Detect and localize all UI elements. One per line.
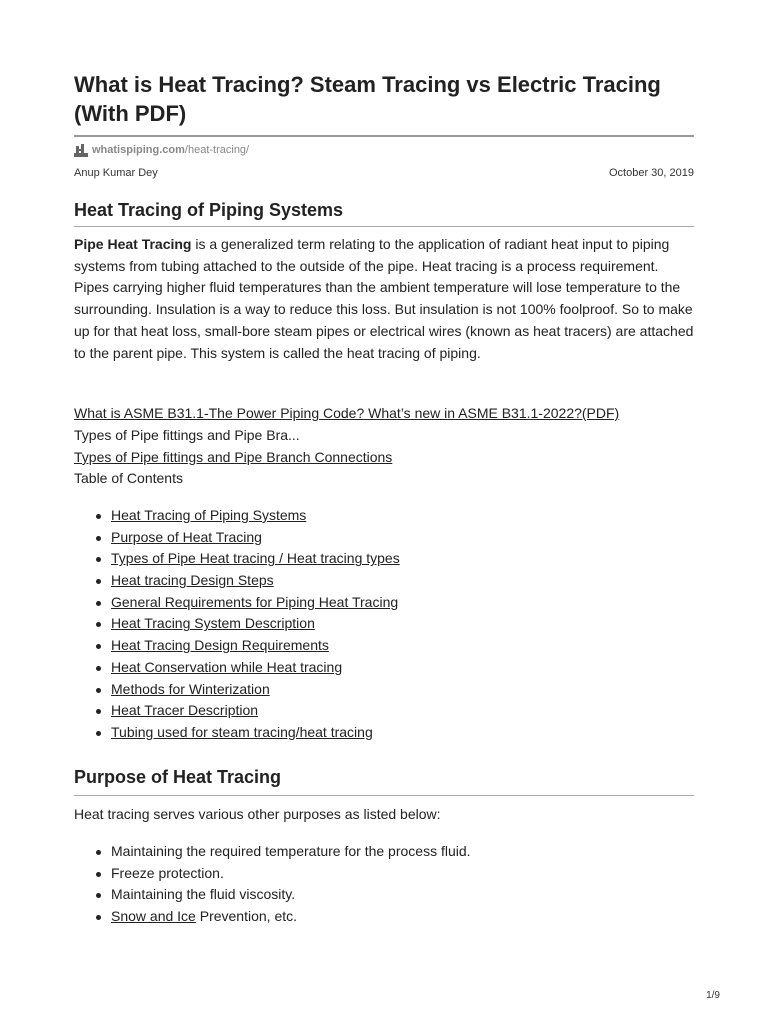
section-divider — [74, 795, 694, 796]
toc-item[interactable] — [111, 548, 400, 570]
site-logo-icon — [74, 144, 88, 157]
byline — [74, 165, 694, 181]
related-link-fittings[interactable]: Types of Pipe fittings and Pipe Branch Connections — [74, 449, 393, 465]
publish-date: October 30, 2019 — [608, 167, 694, 179]
section-heading-heat-tracing: Heat Tracing of Piping Systems — [74, 200, 344, 220]
table-of-contents — [111, 505, 400, 744]
list-item-text: Maintaining the required temperature for the process fluid. — [111, 843, 471, 859]
toc-item[interactable] — [111, 613, 400, 635]
title-divider — [74, 135, 694, 137]
list-item — [111, 884, 471, 906]
toc-link[interactable]: Heat Conservation while Heat tracing — [111, 658, 343, 675]
purpose-list — [111, 841, 471, 928]
toc-link[interactable]: Purpose of Heat Tracing — [111, 528, 262, 545]
author: Anup Kumar Dey — [74, 167, 158, 179]
toc-link[interactable]: Methods for Winterization — [111, 680, 270, 697]
section-heading-purpose: Purpose of Heat Tracing — [74, 767, 282, 787]
section-divider — [74, 226, 694, 227]
page-title: What is Heat Tracing? Steam Tracing vs Electric Tracing (With PDF) — [74, 72, 661, 126]
purpose-intro: Heat tracing serves various other purposes as listed below: — [74, 806, 441, 822]
list-item-text: Maintaining the fluid viscosity. — [111, 886, 296, 903]
toc-item[interactable] — [111, 505, 400, 527]
list-item-text: Prevention, etc. — [195, 908, 298, 925]
toc-link[interactable]: Heat Tracer Description — [111, 702, 259, 719]
toc-item[interactable] — [111, 592, 400, 614]
toc-link[interactable]: Types of Pipe Heat tracing / Heat tracing types — [111, 550, 400, 567]
page-number: 1/9 — [706, 990, 720, 1001]
toc-item[interactable] — [111, 635, 400, 657]
toc-link[interactable]: Heat Tracing of Piping Systems — [111, 507, 307, 523]
toc-item[interactable] — [111, 679, 400, 701]
toc-label: Table of Contents — [74, 470, 183, 486]
intro-bold-term: Pipe Heat Tracing — [74, 236, 192, 252]
toc-link[interactable]: Heat tracing Design Steps — [111, 572, 274, 589]
toc-item[interactable] — [111, 700, 400, 722]
source-domain[interactable]: whatispiping.com — [92, 144, 185, 156]
list-item — [111, 863, 471, 885]
toc-link[interactable]: Heat Tracing System Description — [111, 615, 315, 632]
toc-item[interactable] — [111, 527, 400, 549]
toc-link[interactable]: Heat Tracing Design Requirements — [111, 637, 329, 654]
toc-link[interactable]: General Requirements for Piping Heat Tracing — [111, 593, 399, 610]
toc-link[interactable]: Tubing used for steam tracing/heat tracing — [111, 723, 373, 740]
toc-item[interactable] — [111, 570, 400, 592]
toc-item[interactable] — [111, 722, 400, 744]
list-item — [111, 841, 471, 863]
intro-paragraph — [74, 234, 694, 364]
toc-item[interactable] — [111, 657, 400, 679]
list-item — [111, 906, 471, 928]
source-path[interactable]: /heat-tracing/ — [184, 144, 250, 156]
intro-text: is a generalized term relating to the application of radiant heat input to piping systems from tubing attached to the outside of the pipe. Heat tracing is a process requirement. Pipes carrying higher fluid temperatures than the ambient temperature will lose temperature to the surrounding. Insulation is a way to reduce this loss. But insulation is not 100% foolproof. So to make up for that heat loss, small-bore steam pipes or electrical wires (known as heat tracers) are attached to the parent pipe. This system is called the heat tracing of piping. — [74, 236, 694, 361]
inline-link[interactable]: Snow and Ice — [111, 908, 196, 925]
source-line — [74, 142, 249, 158]
related-link-asme[interactable]: What is ASME B31.1-The Power Piping Code? What’s new in ASME B31.1-2022?(PDF) — [74, 405, 620, 421]
list-item-text: Freeze protection. — [111, 864, 224, 881]
truncated-related-text: Types of Pipe fittings and Pipe Bra... — [74, 427, 300, 443]
